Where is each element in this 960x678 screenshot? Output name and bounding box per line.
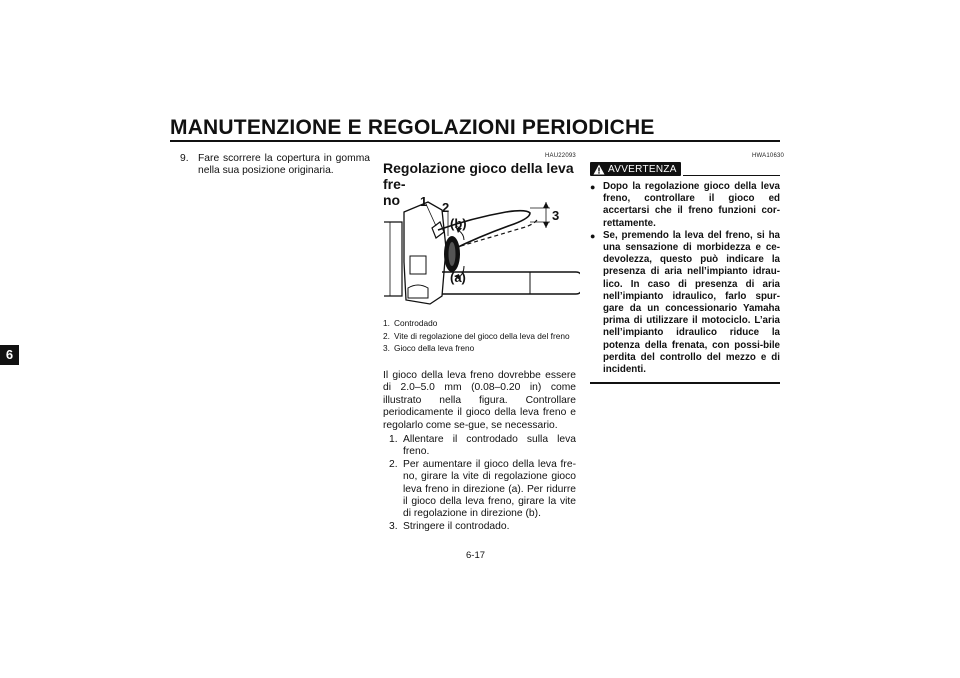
chapter-tab: 6 (0, 345, 19, 365)
callout-1: 1 (420, 194, 428, 209)
section-code: HAU22093 (545, 153, 576, 159)
step-item (180, 153, 370, 178)
page-title: MANUTENZIONE E REGOLAZIONI PERIODICHE (170, 116, 655, 139)
section-heading: Regolazione gioco della leva fre- no (383, 160, 574, 208)
legend-text: Gioco della leva freno (394, 343, 475, 353)
clamp (408, 285, 428, 298)
header-rule (170, 140, 780, 142)
master-cylinder (404, 202, 446, 304)
callout-a: (a) (450, 270, 466, 285)
brake-lever-illustration (380, 192, 580, 310)
adjuster-knob-inner (449, 242, 456, 266)
warning-text: Dopo la regolazione gioco della leva freno, controllare il gioco ed accertarsi che il freno funzioni cor-rettamente. (603, 181, 780, 229)
bullet: ● (590, 230, 596, 241)
callout-b: (b) (450, 216, 467, 231)
legend-number: 1. (383, 318, 390, 328)
dimension-arrow-bottom (543, 222, 549, 228)
callout-3: 3 (552, 208, 560, 223)
warning-triangle-icon (593, 164, 605, 175)
column-1 (180, 153, 370, 178)
legend-text: Controdado (394, 318, 438, 328)
warning-bottom-rule (590, 382, 780, 384)
handlebar-left (384, 222, 402, 296)
warning-text: Se, premendo la leva del freno, si ha una sensazione di morbidezza e ce-devolezza, questo può indicare la presenza di aria nell’impianto idrau-lico. In caso di presenza di aria nell’impianto idraulico, farlo spur-gare da un concessionario Yamaha prima di utilizzare il motociclo. L’aria nell’impianto idraulico riduce la potenza della frenata, con possi-bile perdita del controllo del mezzo e di incidenti. (603, 229, 780, 376)
step-text: Stringere il controdado. (403, 520, 510, 532)
illustration-legend (383, 318, 573, 356)
page-number: 6-17 (466, 550, 486, 561)
callout-2: 2 (442, 200, 450, 215)
legend-item (383, 331, 573, 342)
bullet: ● (590, 182, 596, 192)
step-item (389, 434, 576, 459)
warning-label-text: AVVERTENZA (608, 163, 677, 175)
legend-text: Vite di regolazione del gioco della leva del freno (394, 330, 570, 341)
step-number: 3. (389, 520, 398, 532)
warning-code: HWA10630 (752, 153, 785, 159)
warning-box (590, 162, 780, 376)
dimension-arrow-top (543, 202, 549, 208)
step-text: Allentare il controdado sulla leva freno. (403, 434, 576, 458)
step-number: 9. (180, 153, 189, 164)
body-paragraph: Il gioco della leva freno dovrebbe essere di 2.0–5.0 mm (0.08–0.20 in) come illustrato nella figura. Controllare periodicamente il gioco della leva freno e regolarlo come se-gue, se necessario. (383, 370, 576, 431)
warning-item (590, 230, 780, 376)
column-2-body (383, 370, 576, 533)
step-text: Fare scorrere la copertura in gomma nella sua posizione originaria. (198, 153, 370, 177)
step-number: 1. (389, 434, 398, 446)
legend-item (383, 343, 573, 354)
step-number: 2. (389, 458, 398, 470)
legend-item (383, 318, 573, 329)
warning-header (590, 162, 780, 176)
warning-header-rule (683, 175, 780, 176)
warning-body (590, 181, 780, 376)
warning-item (590, 181, 780, 230)
leader-1 (426, 204, 436, 226)
step-text: Per aumentare il gioco della leva fre-no, girare la vite di regolazione gioco leva freno in direzione (a). Per ridurre il gioco della leva freno, girare la vite di regolazione in direzione (b). (403, 458, 576, 520)
legend-number: 2. (383, 330, 390, 341)
reservoir (410, 256, 426, 274)
step-item (389, 459, 576, 521)
step-item (389, 521, 576, 533)
legend-number: 3. (383, 343, 390, 353)
warning-label (590, 162, 681, 176)
steps-list (389, 434, 576, 533)
